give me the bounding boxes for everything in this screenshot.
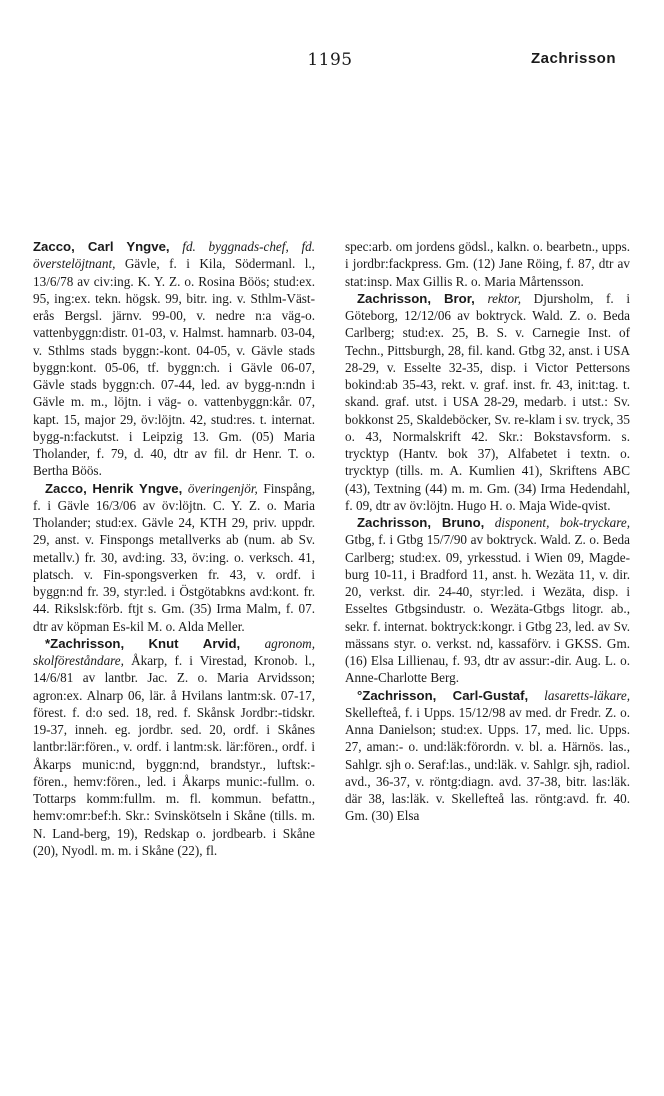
entry-text: Gävle, f. i Kila, Södermanl. l., 13/6/78 av civ:ing. K. Y. Z. o. Rosina Böös; stud:ex. 95, ing:ex. tekn. högsk. 99, bitr. ing. v. Sthlm-Väst-erås Bergsl. järnv. 99-00, v. nedre n:a väg-o. vattenbyggn:distr. 01-03, v. Halmst. hamnarb. 03-04, v. Sthlms stads byggn:-kont. 04-05, v. Gävle stads byggn:kont. 05-06, tf. byggn:ch. i Gävle 06-07, Gävle stads byggn:ch. 07-44, led. av bygg-n:ndn i Gävle m. m., löjtn. i väg- o. vattenbyggn:kår. 07, kapt. 15, major 29, öv:löjtn. 42, stud:res. t. internat. bygg-n:fackutst. i Leipzig 13. Gm. (05) Maria Tholander, f. 79, d. 40, dtr av fil. dr Henr. T. o. Bertha Böös. [33, 256, 316, 479]
entry-occupation: rektor, [487, 290, 522, 306]
entry-text: Djursholm, f. i Göteborg, 12/12/06 av boktryck. Wald. Z. o. Beda Carlberg; stud:ex. 25, B. S. v. Carnegie Inst. of Techn., Pittsburgh, 28, fil. kand. Gtbg 32, anst. i USA 28-29, v. Esselte 32-35, disp. i Victor Pettersons bokind:ab 35-43, rekt. v. graf. inst. fr. 43, init:tag. t. skand. graf. utst. i USA 28-29, medarb. i utst.: Sv. bokkonst 25, Skaldeböcker, Sv. re-klam i sv. tryck, 35 o. 43, Normalskrift 42. Skr.: Bokstavsform. s. trycktyp (Hantv. bok 37), Alfabetet i textn. o. trycktyp (tills. m. A. Kumlien 41), Skriftens ABC (43), Textning (44) m. m. Gm. (34) Irma Hedendahl, f. 09, dtr av öv:löjtn. Hugo H. o. Maja Wide-qvist. [345, 290, 631, 513]
biography-entry [345, 514, 630, 687]
entry-text: Skellefteå, f. i Upps. 15/12/98 av med. dr Fredr. Z. o. Anna Danielson; stud:ex. Upps. 17, med. lic. Upps. 27, aman:- o. und:läk:förordn. v. bl. a. Härnös. las., Sahlgr. sjh o. Seraf:las., und:läk. v. Sahlgr. sjh, radiol. avd., 36-37, v. röntg:diagn. avd. 37-38, bitr. las:läk. där 38, las:läk. v. Skellefteå las. röntg:avd. fr. 40. Gm. (30) Elsa [345, 704, 630, 824]
entry-name: Zachrisson, Bruno, [357, 515, 485, 530]
biography-entry-continuation [345, 238, 630, 290]
biography-entry [33, 635, 315, 859]
entry-occupation: agronom, skolföreståndare, [33, 635, 315, 668]
entry-text: Gtbg, f. i Gtbg 15/7/90 av boktryck. Wald. Z. o. Beda Carlberg; stud:ex. 09, yrkesstud. i Wien 09, Magde-burg 10-11, i Bradford 11, anst. h. Wezäta 11, v. dir. 20, verkst. dir. 24-40, styr:led. i Wezäta, disp. i Esseltes Gtbgsindustr. o. Wezäta-Gtbgs litogr. ab., sekr. f. internat. boktryck:kongr. i Gtbg 23, led. av Sv. mässans styr. o. verkst. nd, kassaförv. i GKSS. Gm. (16) Elsa Lillienau, f. 93, dtr av assur:-dir. Aug. L. o. Anne-Charlotte Berg. [345, 532, 630, 686]
left-column [33, 238, 315, 859]
entry-name: Zacco, Carl Yngve, [33, 239, 170, 254]
entry-text: Åkarp, f. i Virestad, Kronob. l., 14/6/81 av lantbr. Jac. Z. o. Maria Arvidsson; agron:ex. Alnarp 06, lär. å Hvilans lantm:sk. 07-17, förest. f. d:o sed. 18, red. f. Skånsk Jordbr:-tidskr. 19-37, inneh. eg. jordbr. sed. 20, ordf. i Skånes lantbr:lär:fören., v. ordf. i lantm:sk. lär:fören., ordf. i Åkarps munic:nd, byggn:nd, brandstyr., luftsk:-fören., hemv:fören., led. i Åkarps munic:-fullm. o. Tottarps komm:fullm. m. fl. kommun. befattn., hemv:omr:bef:h. Skr.: Svinskötseln i Skåne (tills. m. N. Land-berg, 19), Redskap o. jordbearb. i Skåne (20), Nyodl. m. m. i Skåne (22), fl. [33, 653, 316, 858]
entry-name: Zachrisson, Bror, [357, 290, 475, 306]
entry-name: *Zachrisson, [45, 635, 125, 651]
biography-entry [345, 290, 630, 514]
entry-name-extra: Knut Arvid, [148, 635, 241, 651]
biography-entry [345, 687, 630, 825]
entry-name-extra: Henrik Yngve, [92, 480, 183, 496]
entry-text: Finspång, f. i Gävle 16/3/06 av öv:löjtn. C. Y. Z. o. Maria Tholander; stud:ex. Gävle 24, KTH 29, priv. uppdr. 29, anst. v. Finspongs metallverks ab (num. ab Sv. metallv.) fr. 30, avd:ing. 33, öv:ing. o. verksch. 41, platsch. v. Fin-spongsverken fr. 43, v. ordf. i byggn:nd fr. 39, styr:led. i Östgötabkns avd:kont. fr. 44. Rikslsk:förb. ftjt s. Gm. (35) Irma Malm, f. 07. dtr av köpman Es-kil M. o. Alda Meller. [33, 480, 316, 634]
entry-occupation: fd. byggnads-chef, fd. överstelöjtnant, [33, 239, 315, 272]
running-title: Zachrisson [530, 50, 616, 67]
entry-name: °Zachrisson, Carl-Gustaf, [357, 687, 529, 703]
biography-entry [33, 238, 315, 480]
entry-occupation: disponent, bok-tryckare, [494, 515, 630, 530]
entry-occupation: lasaretts-läkare, [544, 687, 630, 703]
entry-name: Zacco, [45, 480, 87, 496]
page-number: 1195 [307, 50, 353, 70]
biography-entry [33, 480, 315, 635]
entry-text: spec:arb. om jordens gödsl., kalkn. o. bearbetn., upps. i jordbr:fackpress. Gm. (12) Jane Röing, f. 87, dtr av stat:insp. Max Gillis R. o. Maria Mårtensson. [345, 239, 630, 289]
entry-occupation: överingenjör, [187, 480, 258, 496]
right-column [345, 238, 630, 825]
